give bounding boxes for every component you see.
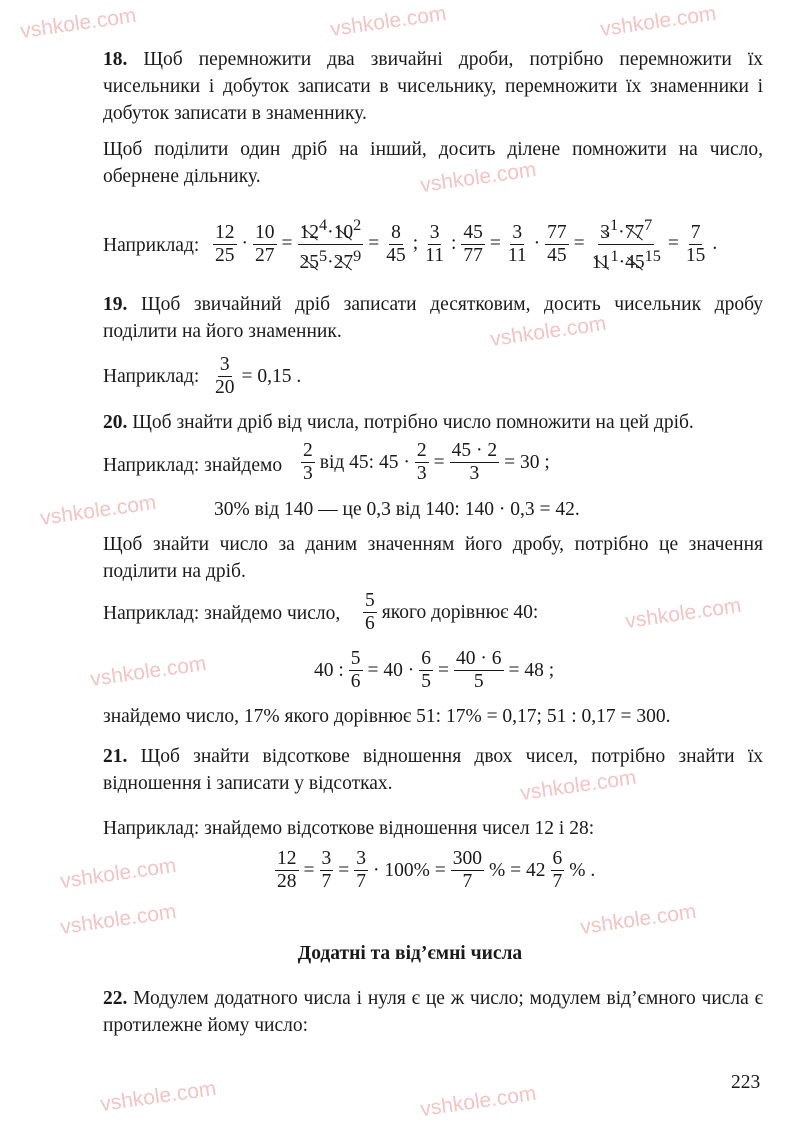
formula-number-by-fraction-solution — [312, 648, 556, 693]
factor: 12 — [277, 848, 297, 869]
denominator — [253, 245, 277, 267]
formula-decimal — [210, 354, 303, 399]
denominator — [545, 245, 569, 267]
numerator — [551, 848, 565, 871]
numerator — [598, 214, 654, 245]
factor: 7 — [356, 871, 366, 892]
formula-text: . — [712, 233, 718, 254]
factor: 77 — [463, 244, 483, 266]
fraction — [545, 222, 569, 267]
fraction — [590, 214, 663, 274]
cancelled-factor: 25 — [299, 252, 319, 273]
fraction — [423, 222, 446, 267]
watermark: vshkole.com — [488, 311, 608, 352]
factor: 7 — [321, 871, 332, 892]
factor: 3 — [321, 848, 332, 869]
example-label: Наприклад: знайдемо відсоткове відношення чисел 12 і 28: — [103, 818, 595, 839]
fraction — [253, 222, 277, 267]
fraction — [298, 214, 364, 274]
formula-text: = — [433, 451, 445, 473]
factor: 6 — [350, 671, 361, 692]
numerator — [389, 222, 403, 245]
numerator — [454, 648, 504, 671]
formula-text: = — [368, 233, 380, 254]
reduced-factor: 1 — [609, 216, 619, 234]
formula-text: : — [450, 233, 457, 254]
rule-20-inverse: Щоб знайти число за даним значенням його дробу, потрібно це значення поділити на дріб. — [103, 534, 763, 582]
formula-text: = — [338, 859, 350, 881]
factor: 7 — [462, 871, 473, 892]
fraction — [320, 848, 334, 893]
numerator — [510, 222, 524, 245]
formula-text: · — [533, 233, 541, 254]
fraction — [213, 222, 237, 267]
denominator — [551, 871, 565, 893]
rule-22 — [103, 985, 763, 1039]
watermark: vshkole.com — [578, 899, 698, 940]
percent-example: знайдемо число, 17% якого дорівнює 51: 17% = 0,17; 51 : 0,17 = 300. — [103, 706, 671, 727]
factor: 25 — [215, 244, 235, 266]
denominator — [467, 463, 481, 485]
watermark: vshkole.com — [418, 157, 538, 198]
factor: 3 — [429, 221, 440, 243]
rule-18 — [103, 46, 763, 127]
watermark: vshkole.com — [58, 899, 178, 940]
numerator — [419, 648, 433, 671]
factor: 3 — [356, 848, 366, 869]
reduced-factor: 9 — [353, 246, 362, 265]
formula-text: · 100% = — [373, 859, 446, 881]
factor: 5 — [421, 671, 432, 692]
numerator — [354, 848, 368, 871]
factor: 5 — [350, 648, 361, 669]
denominator — [472, 671, 486, 693]
factor: · — [327, 221, 334, 243]
fraction — [354, 848, 368, 893]
numerator — [253, 222, 277, 245]
formula-text: = — [303, 859, 315, 881]
watermark: vshkole.com — [38, 490, 158, 531]
fraction — [275, 848, 299, 893]
formula-text: = — [573, 233, 585, 254]
factor: 28 — [277, 871, 297, 892]
formula-text: · — [241, 233, 248, 254]
formula-fraction-multiplication — [210, 214, 719, 274]
formula-text: якого дорівнює 40: — [381, 601, 539, 623]
denominator — [423, 245, 446, 267]
factor: · — [618, 252, 626, 273]
numerator — [213, 222, 237, 245]
numerator — [320, 848, 334, 871]
fraction — [506, 222, 529, 267]
numerator — [349, 648, 363, 671]
rule-21 — [103, 743, 763, 797]
cancelled-factor: 11 — [591, 252, 611, 273]
formula-text: = — [489, 233, 501, 254]
factor: 27 — [255, 244, 275, 266]
denominator — [320, 871, 334, 893]
fraction — [349, 648, 363, 693]
watermark: vshkole.com — [518, 765, 638, 806]
fraction — [454, 648, 504, 693]
factor: 5 — [473, 671, 484, 692]
factor: 5 — [365, 590, 375, 611]
factor: 15 — [685, 244, 706, 266]
numerator — [298, 214, 364, 245]
factor: 6 — [421, 648, 432, 669]
watermark: vshkole.com — [623, 593, 743, 634]
cancelled-factor: 10 — [333, 221, 354, 243]
rule-number: 22. — [103, 988, 128, 1009]
formula-text: = — [667, 233, 679, 254]
numerator — [275, 848, 299, 871]
rule-text: Щоб перемножити два звичайні дроби, потрібно перемножити їх чисельники і добуток записати в чисельнику, перемножити їх знаменники і добуток записати в знаменнику. — [103, 49, 763, 124]
denominator — [354, 871, 368, 893]
denominator — [275, 871, 299, 893]
factor: 40 · 6 — [456, 648, 502, 669]
numerator — [450, 440, 500, 463]
rule-text: Щоб знайти відсоткове відношення двох чисел, потрібно знайти їх відношення і записати у відсотках. — [103, 746, 763, 794]
watermark: vshkole.com — [598, 1, 718, 42]
denominator — [384, 245, 408, 267]
numerator — [451, 848, 484, 871]
formula-fraction-of-number — [298, 440, 552, 485]
factor: 45 — [386, 244, 406, 266]
rule-18-division: Щоб поділити один дріб на інший, досить ділене помножити на число, обернене дільнику. — [103, 139, 763, 187]
watermark: vshkole.com — [328, 1, 448, 42]
example-label: Наприклад: знайдемо — [103, 455, 283, 476]
watermark: vshkole.com — [98, 1076, 218, 1117]
factor: 6 — [365, 613, 375, 634]
factor: 3 — [416, 463, 427, 484]
rule-text: Щоб знайти дріб від числа, потрібно число помножити на цей дріб. — [127, 412, 694, 433]
reduced-factor: 4 — [319, 216, 328, 234]
numerator — [689, 222, 703, 245]
rule-number: 18. — [103, 49, 128, 70]
numerator — [461, 222, 485, 245]
denominator — [301, 463, 315, 485]
formula-text: % . — [569, 859, 596, 881]
denominator — [461, 245, 485, 267]
percent-example: 30% від 140 — це 0,3 від 140: 140 · 0,3 = 42. — [214, 499, 580, 520]
denominator — [415, 463, 429, 485]
formula-text: = 0,15 . — [241, 365, 302, 387]
rule-text: Модулем додатного числа і нуля є це ж число; модулем від’ємного числа є протилежне йому число: — [103, 988, 763, 1036]
denominator — [684, 245, 708, 267]
factor: 45 — [463, 221, 483, 243]
formula-text: = 30 ; — [504, 451, 550, 473]
factor: 3 — [512, 221, 523, 243]
factor: 3 — [303, 463, 313, 484]
formula-percent-ratio — [272, 848, 597, 893]
factor: · — [327, 252, 334, 273]
formula-text: від 45: 45 · — [319, 451, 410, 473]
denominator — [349, 671, 363, 693]
denominator — [363, 613, 377, 635]
formula-number-by-fraction — [360, 590, 540, 635]
cancelled-factor: 12 — [299, 221, 319, 243]
numerator — [428, 222, 442, 245]
formula-text: = — [438, 659, 450, 681]
fraction — [461, 222, 485, 267]
denominator — [461, 871, 475, 893]
numerator — [218, 354, 232, 377]
denominator — [298, 245, 364, 275]
factor: 3 — [469, 463, 480, 484]
fraction — [213, 354, 237, 399]
factor: 7 — [690, 221, 701, 243]
fraction — [684, 222, 708, 267]
factor: 10 — [255, 221, 275, 243]
denominator — [506, 245, 529, 267]
reduced-factor: 7 — [644, 216, 653, 234]
factor: 6 — [552, 848, 563, 869]
section-heading: Додатні та від’ємні числа — [297, 943, 523, 964]
fraction — [384, 222, 408, 267]
cancelled-factor: 27 — [333, 252, 354, 273]
page-number: 223 — [731, 1072, 761, 1093]
fraction — [419, 648, 433, 693]
cancelled-factor: 3 — [600, 221, 610, 243]
reduced-factor: 15 — [644, 246, 661, 265]
factor: 45 — [547, 244, 567, 266]
rule-number: 21. — [103, 746, 128, 767]
fraction — [301, 440, 315, 485]
formula-text: = 40 · — [367, 659, 415, 681]
watermark: vshkole.com — [58, 853, 178, 894]
watermark: vshkole.com — [418, 1081, 538, 1122]
factor: 2 — [303, 440, 313, 461]
rule-number: 20. — [103, 412, 128, 433]
factor: 8 — [391, 221, 401, 243]
formula-text: = — [281, 233, 293, 254]
rule-20 — [103, 409, 763, 436]
rule-19 — [103, 291, 763, 345]
factor: 77 — [547, 221, 567, 243]
example-label: Наприклад: — [103, 366, 200, 387]
factor: 11 — [425, 244, 444, 266]
factor: 2 — [416, 440, 427, 461]
numerator — [363, 590, 377, 613]
cancelled-factor: 77 — [624, 221, 645, 243]
reduced-factor: 1 — [610, 246, 619, 265]
numerator — [301, 440, 315, 463]
example-label: Наприклад: знайдемо число, — [103, 603, 341, 624]
fraction — [415, 440, 429, 485]
numerator — [415, 440, 429, 463]
formula-text: ; — [412, 233, 419, 254]
formula-text: % = 42 — [489, 859, 546, 881]
numerator — [545, 222, 569, 245]
denominator — [213, 377, 237, 399]
formula-text: = 48 ; — [508, 659, 555, 681]
factor: 7 — [552, 871, 563, 892]
reduced-factor: 5 — [319, 246, 328, 265]
factor: 11 — [507, 244, 527, 266]
factor: 300 — [452, 848, 482, 869]
rule-number: 19. — [103, 294, 128, 315]
fraction — [363, 590, 377, 635]
rule-text: Щоб звичайний дріб записати десятковим, досить чисельник дробу поділити на його знаменник. — [103, 294, 763, 342]
factor: 3 — [219, 354, 230, 375]
fraction — [451, 848, 484, 893]
watermark: vshkole.com — [88, 651, 208, 692]
denominator — [419, 671, 433, 693]
fraction — [551, 848, 565, 893]
factor: 12 — [215, 221, 235, 243]
factor: 20 — [215, 377, 235, 398]
fraction — [450, 440, 500, 485]
denominator — [590, 245, 663, 275]
reduced-factor: 2 — [353, 216, 362, 234]
formula-text: 40 : — [314, 659, 344, 681]
denominator — [213, 245, 237, 267]
factor: 45 · 2 — [451, 440, 498, 461]
example-label: Наприклад: — [103, 235, 200, 256]
cancelled-factor: 45 — [625, 252, 645, 273]
watermark: vshkole.com — [18, 3, 138, 44]
factor: · — [618, 221, 625, 243]
